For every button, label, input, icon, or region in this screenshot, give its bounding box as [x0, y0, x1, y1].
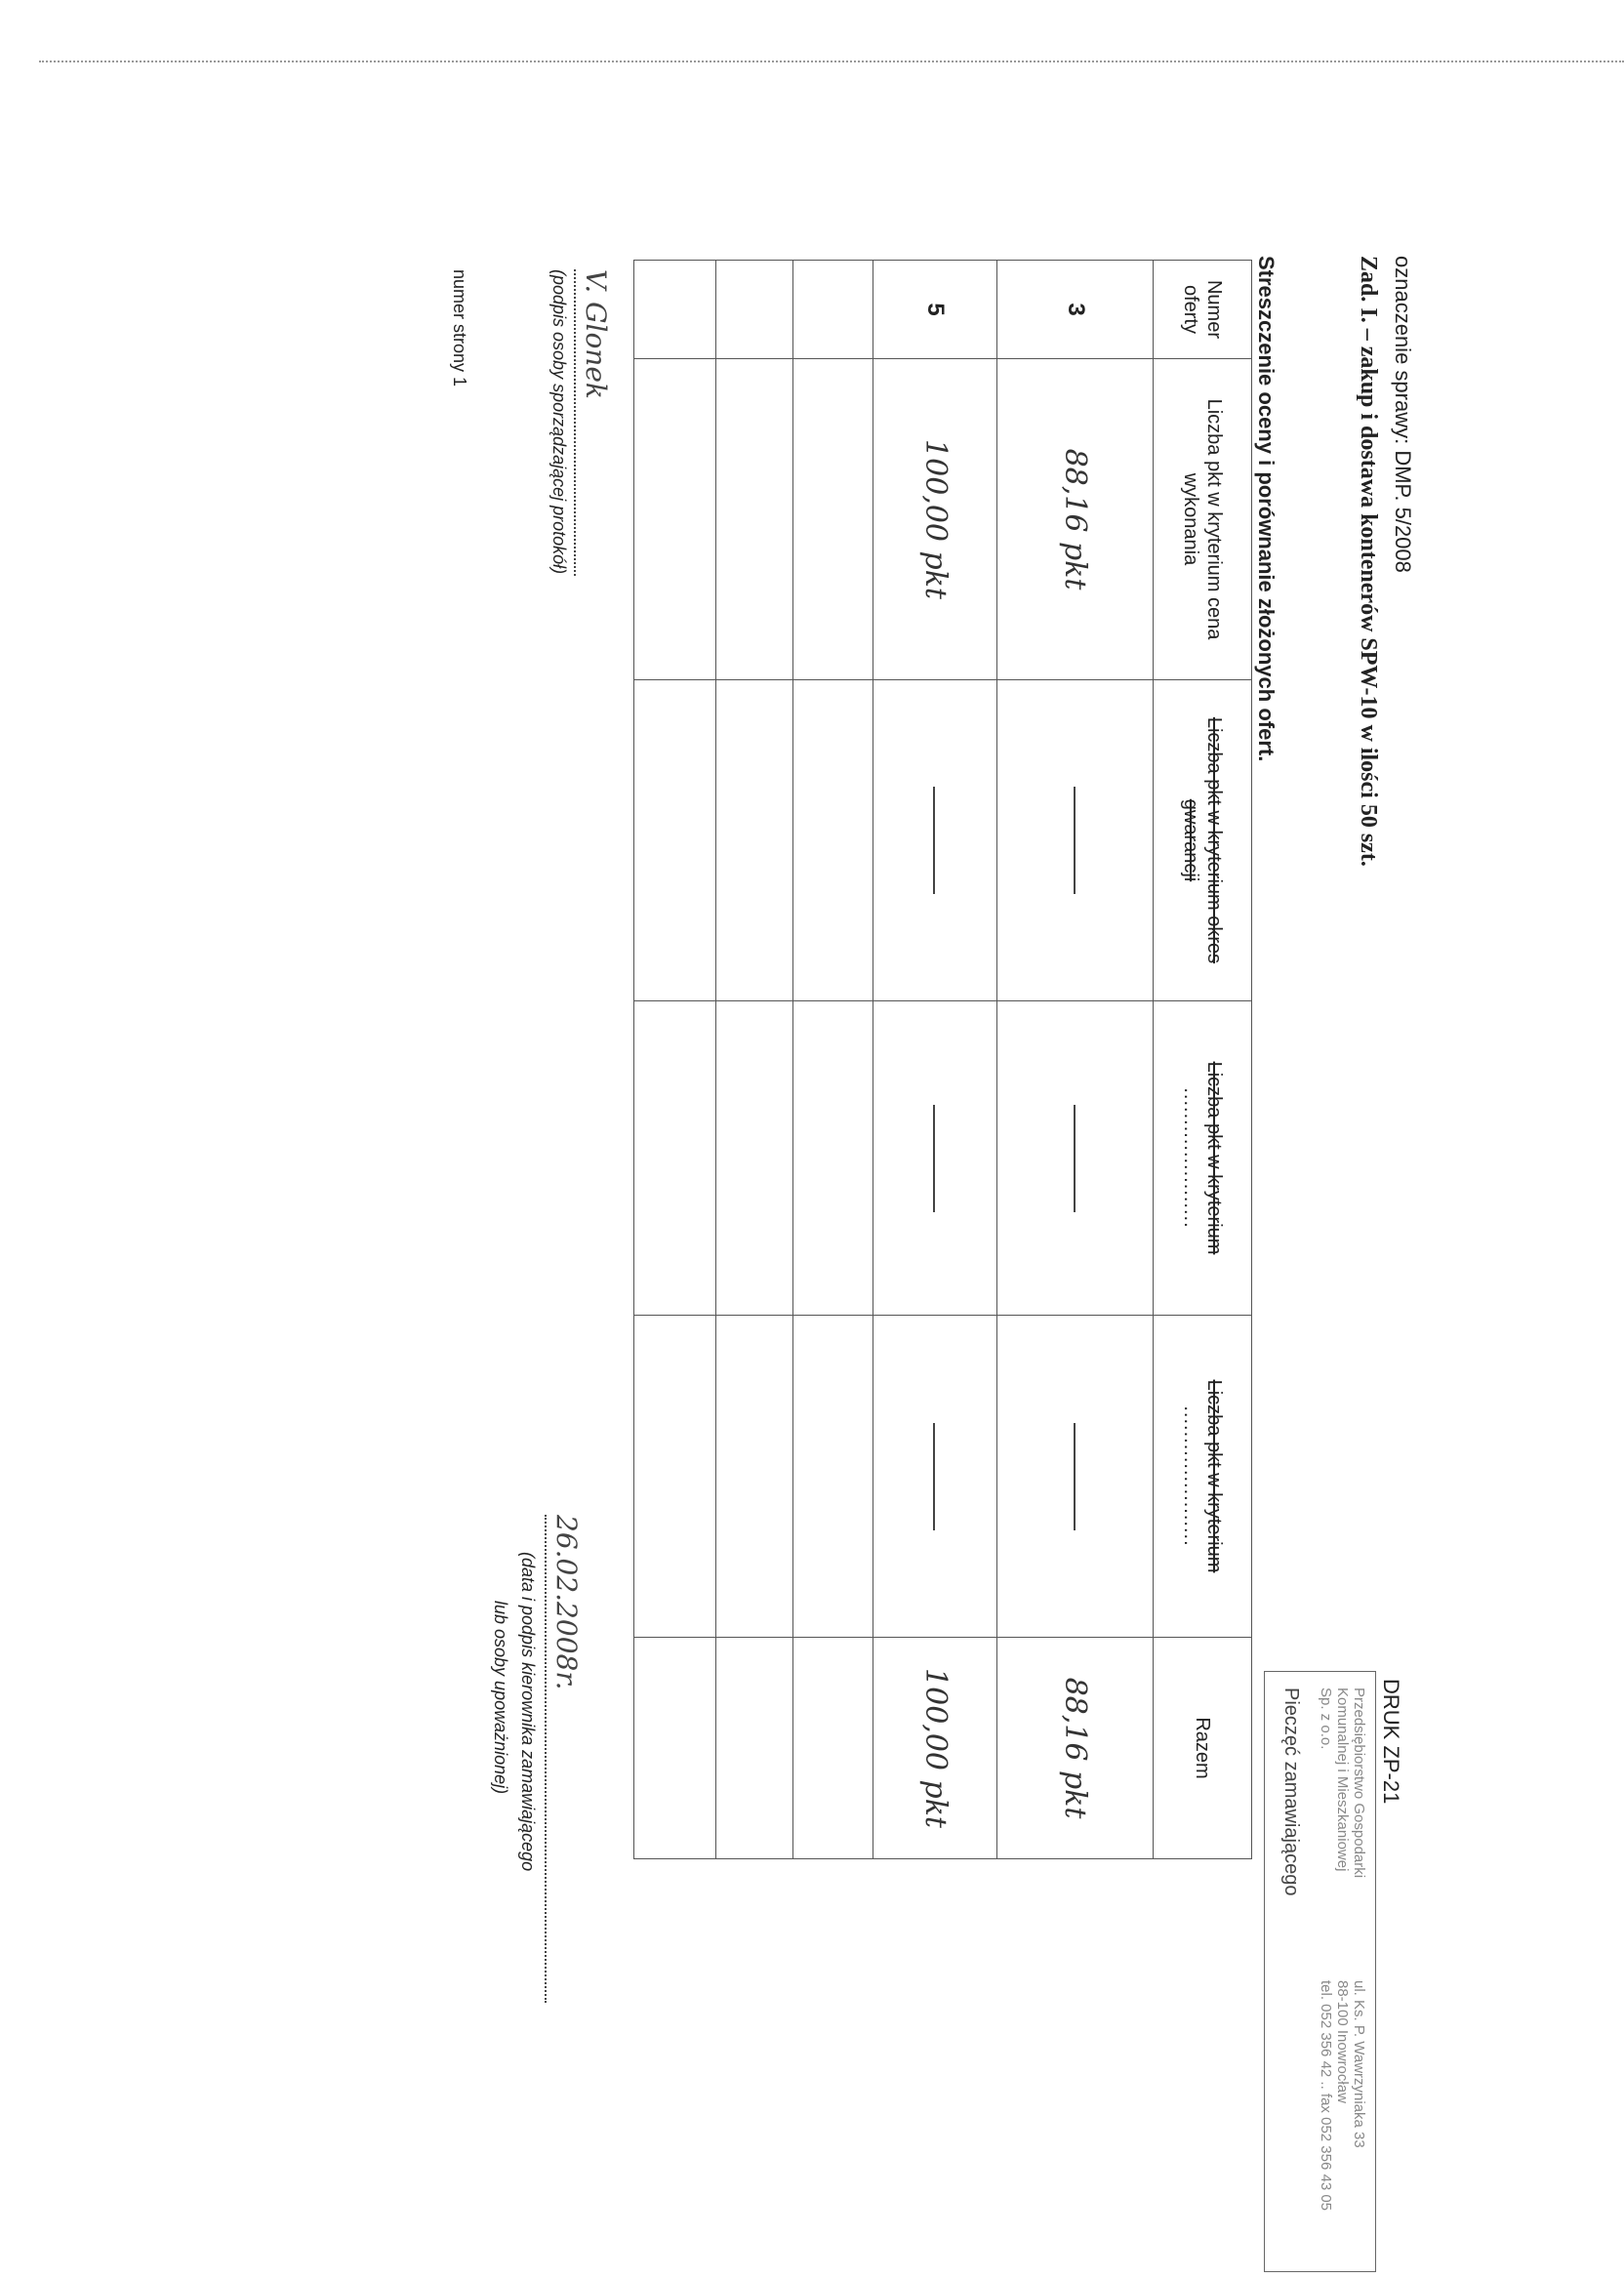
- table-row: [997, 261, 1154, 1859]
- form-code: DRUK ZP-21: [1379, 1679, 1403, 1805]
- empty-cell: [716, 1638, 793, 1859]
- empty-cell: [634, 1316, 716, 1638]
- preparer-caption: (podpis osoby sporządzającej protokół): [549, 269, 569, 575]
- header-criterion-3-label: Liczba pkt w kryterium: [1203, 1061, 1225, 1255]
- total-points: 88,16 pkt: [997, 1638, 1154, 1859]
- empty-row: [716, 261, 793, 1859]
- price-points: 100,00 pkt: [873, 359, 997, 680]
- header-criterion-3-blank: ......................: [1180, 1087, 1201, 1229]
- empty-row: [793, 261, 873, 1859]
- header-warranty: Liczba pkt w kryterium okres gwarancji: [1154, 680, 1252, 1001]
- table-header-row: [1154, 261, 1252, 1859]
- header-criterion-4-label: Liczba pkt w kryterium: [1203, 1379, 1225, 1573]
- manager-caption-line1: (data i podpis kierownika zamawiającego: [518, 1552, 538, 1872]
- stamp-text: [1318, 1688, 1367, 2263]
- manager-caption-line2: lub osoby upoważnionej): [491, 1601, 510, 1795]
- section-heading: Streszczenie oceny i porównanie złożonych ofert.: [1254, 256, 1279, 762]
- dash-mark: [933, 787, 935, 894]
- case-reference: oznaczenie sprawy: DMP. 5/2008: [1391, 256, 1415, 573]
- stamp-line: Komunalnej i Mieszkaniowej: [1334, 1688, 1351, 1872]
- table-row: [873, 261, 997, 1859]
- warranty-points: [997, 680, 1154, 1001]
- empty-cell: [716, 261, 793, 359]
- dash-mark: [1074, 1423, 1076, 1530]
- empty-cell: [793, 359, 873, 680]
- criterion-3-points: [873, 1001, 997, 1316]
- approval-date: 26.02.2008r.: [550, 1515, 583, 1690]
- page-number: numer strony 1: [450, 269, 469, 387]
- total-points: 100,00 pkt: [873, 1638, 997, 1859]
- empty-cell: [793, 1316, 873, 1638]
- empty-cell: [716, 1316, 793, 1638]
- criterion-4-points: [997, 1316, 1154, 1638]
- warranty-points: [873, 680, 997, 1001]
- dash-mark: [1074, 1105, 1076, 1212]
- empty-cell: [634, 1001, 716, 1316]
- empty-cell: [793, 261, 873, 359]
- criterion-4-points: [873, 1316, 997, 1638]
- header-criterion-4-blank: ......................: [1180, 1405, 1201, 1547]
- header-criterion-4: [1154, 1316, 1252, 1638]
- offer-number: 5: [873, 261, 997, 359]
- dash-mark: [933, 1423, 935, 1530]
- empty-cell: [716, 680, 793, 1001]
- approval-signature-line: [545, 1515, 547, 2003]
- empty-cell: [716, 359, 793, 680]
- empty-row: [634, 261, 716, 1859]
- header-criterion-3: [1154, 1001, 1252, 1316]
- header-price: Liczba pkt w kryterium cena wykonania: [1154, 359, 1252, 680]
- empty-cell: [634, 261, 716, 359]
- stamp-line: Sp. z o.o.: [1318, 1688, 1334, 1750]
- empty-cell: [793, 680, 873, 1001]
- empty-cell: [634, 1638, 716, 1859]
- document-title: Zad. I. – zakup i dostawa kontenerów SPW-10 w ilości 50 szt.: [1356, 256, 1381, 867]
- empty-cell: [634, 359, 716, 680]
- empty-cell: [716, 1001, 793, 1316]
- offer-number: 3: [997, 261, 1154, 359]
- stamp-line: 88-100 Inowrocław: [1334, 1980, 1351, 2103]
- signature-line: [574, 269, 576, 576]
- empty-cell: [634, 680, 716, 1001]
- dash-mark: [1074, 787, 1076, 894]
- preparer-signature: V. Glonek: [580, 269, 612, 399]
- dash-mark: [933, 1105, 935, 1212]
- header-offer-number: Numer oferty: [1154, 261, 1252, 359]
- criterion-3-points: [997, 1001, 1154, 1316]
- empty-cell: [793, 1638, 873, 1859]
- offers-comparison-table: [633, 260, 1252, 1859]
- header-total: Razem: [1154, 1638, 1252, 1859]
- stamp-line: Przedsiębiorstwo Gospodarki: [1351, 1688, 1367, 1879]
- empty-cell: [793, 1001, 873, 1316]
- stamp-caption: Pieczęć zamawiającego: [1280, 1688, 1302, 1896]
- stamp-line: ul. Ks. P. Wawrzyniaka 33: [1351, 1980, 1367, 2148]
- company-stamp-box: [1264, 1671, 1376, 2272]
- price-points: 88,16 pkt: [997, 359, 1154, 680]
- stamp-line: tel. 052 356 42 .. fax 052 356 43 05: [1318, 1980, 1334, 2212]
